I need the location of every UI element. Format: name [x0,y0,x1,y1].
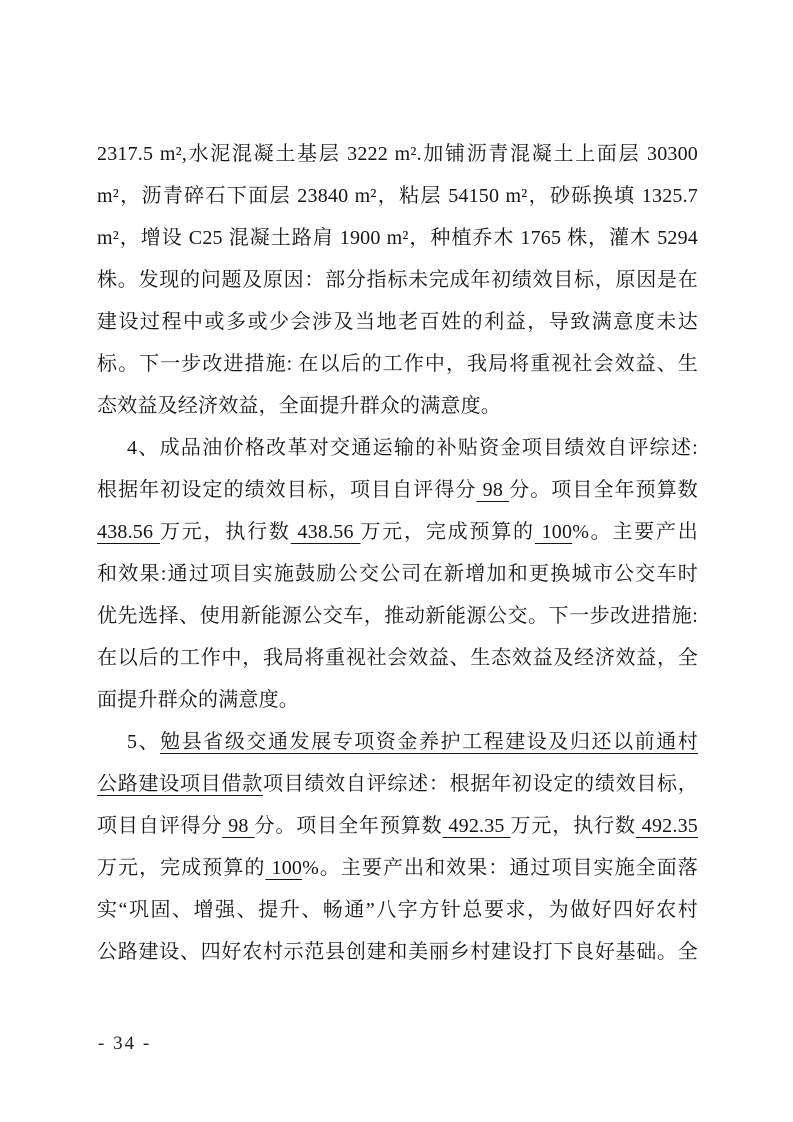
text-run: 面提升群众的满意度。 [97,689,299,711]
text-run: 项目自评得分 [97,815,223,837]
text-line [97,175,698,217]
underlined-value: 公路建设项目借款 [97,773,263,795]
text-run: m²，增设 C25 混凝土路肩 1900 m²，种植乔木 1765 株，灌木 5294 [97,227,698,249]
text-run: 万元，执行数 [160,521,291,543]
text-line [97,217,698,259]
text-line [97,343,698,385]
text-line [97,427,698,469]
text-run: 万元，执行数 [510,815,636,837]
text-line [97,595,698,637]
text-line [97,805,698,847]
text-line [97,679,698,721]
document-lines [97,133,698,973]
text-run: 态效益及经济效益，全面提升群众的满意度。 [97,395,501,417]
text-line [97,889,698,931]
text-line [97,301,698,343]
text-line [97,133,698,175]
text-line [97,511,698,553]
text-run: 4、成品油价格改革对交通运输的补贴资金项目绩效自评综述: [127,437,698,459]
text-line [97,553,698,595]
underlined-value: 勉县省级交通发展专项资金养护工程建设及归还以前通村 [160,731,698,753]
text-line [97,721,698,763]
text-run: 2317.5 m²,水泥混凝土基层 3222 m².加铺沥青混凝土上面层 30300 [97,143,698,165]
page-number: - 34 - [98,1033,152,1054]
underlined-value: 492.35 [635,815,698,837]
text-run: 公路建设、四好农村示范县创建和美丽乡村建设打下良好基础。全 [97,941,698,963]
text-run: 项目绩效自评综述：根据年初设定的绩效目标， [262,773,698,795]
text-run: 万元，完成预算的 [360,521,535,543]
text-run: 分。项目全年预算数 [254,815,443,837]
text-run: 株。发现的问题及原因：部分指标未完成年初绩效目标，原因是在 [97,269,698,291]
text-line [97,385,698,427]
text-run: %。主要产出和效果：通过项目实施全面落 [302,857,698,879]
text-run: 在以后的工作中，我局将重视社会效益、生态效益及经济效益，全 [97,647,698,669]
text-run: 优先选择、使用新能源公交车，推动新能源公交。下一步改进措施: [97,605,698,627]
text-run: 和效果:通过项目实施鼓励公交公司在新增加和更换城市公交车时 [97,563,698,585]
text-line [97,847,698,889]
text-run: 根据年初设定的绩效目标，项目自评得分 [97,479,477,501]
underlined-value: 98 [476,479,510,501]
text-run: %。主要产出 [572,521,698,543]
text-run: 分。项目全年预算数 [509,479,698,501]
text-line [97,259,698,301]
text-run: 万元，完成预算的 [97,857,266,879]
underlined-value: 98 [222,815,255,837]
underlined-value: 100 [265,857,303,879]
text-line [97,763,698,805]
text-line [97,637,698,679]
text-line [97,469,698,511]
text-run: 建设过程中或多或少会涉及当地老百姓的利益，导致满意度未达 [97,311,698,333]
text-run: m²，沥青碎石下面层 23840 m²，粘层 54150 m²，砂砾换填 1325.7 [97,185,698,207]
text-run: 实“巩固、增强、提升、畅通”八字方针总要求，为做好四好农村 [97,899,698,921]
underlined-value: 100 [534,521,573,543]
underlined-value: 492.35 [442,815,511,837]
underlined-value: 438.56 [97,521,160,543]
underlined-value: 438.56 [290,521,361,543]
text-line [97,931,698,973]
text-run: 5、 [127,731,161,753]
text-run: 标。下一步改进措施: 在以后的工作中，我局将重视社会效益、生 [97,353,698,375]
